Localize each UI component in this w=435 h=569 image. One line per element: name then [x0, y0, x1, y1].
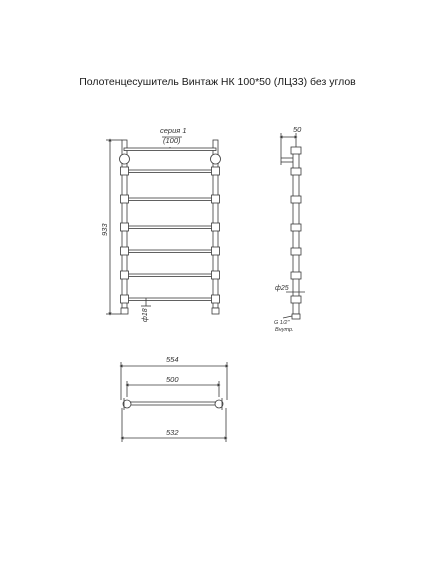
- front-top-mounts: [120, 154, 221, 164]
- front-joints: [121, 167, 220, 303]
- side-pipe-diameter-label: ф25: [275, 285, 289, 292]
- front-pipe-diameter-label: ф18: [142, 308, 149, 322]
- depth-label: 50: [293, 125, 302, 134]
- thread-leader: [283, 316, 292, 318]
- center-width-label: 500: [166, 375, 179, 384]
- front-bottom-connections: [121, 308, 219, 314]
- height-label: 933: [100, 223, 109, 236]
- bottom-width-label: 532: [166, 428, 179, 437]
- series-label: серия 1: [160, 126, 187, 135]
- outer-width-label: 554: [166, 355, 179, 364]
- side-bottom-fitting: [292, 314, 300, 319]
- front-view: [106, 137, 221, 314]
- thread-label: G 1/2": [274, 320, 290, 326]
- side-wall-mount: [281, 155, 293, 165]
- top-bar: [127, 402, 219, 405]
- series-value: (100): [163, 136, 181, 145]
- front-bars: [124, 148, 216, 301]
- drawing-title: Полотенцесушитель Винтаж НК 100*50 (ЛЦ33) без углов: [79, 76, 356, 88]
- thread-note: Внутр.: [275, 327, 294, 333]
